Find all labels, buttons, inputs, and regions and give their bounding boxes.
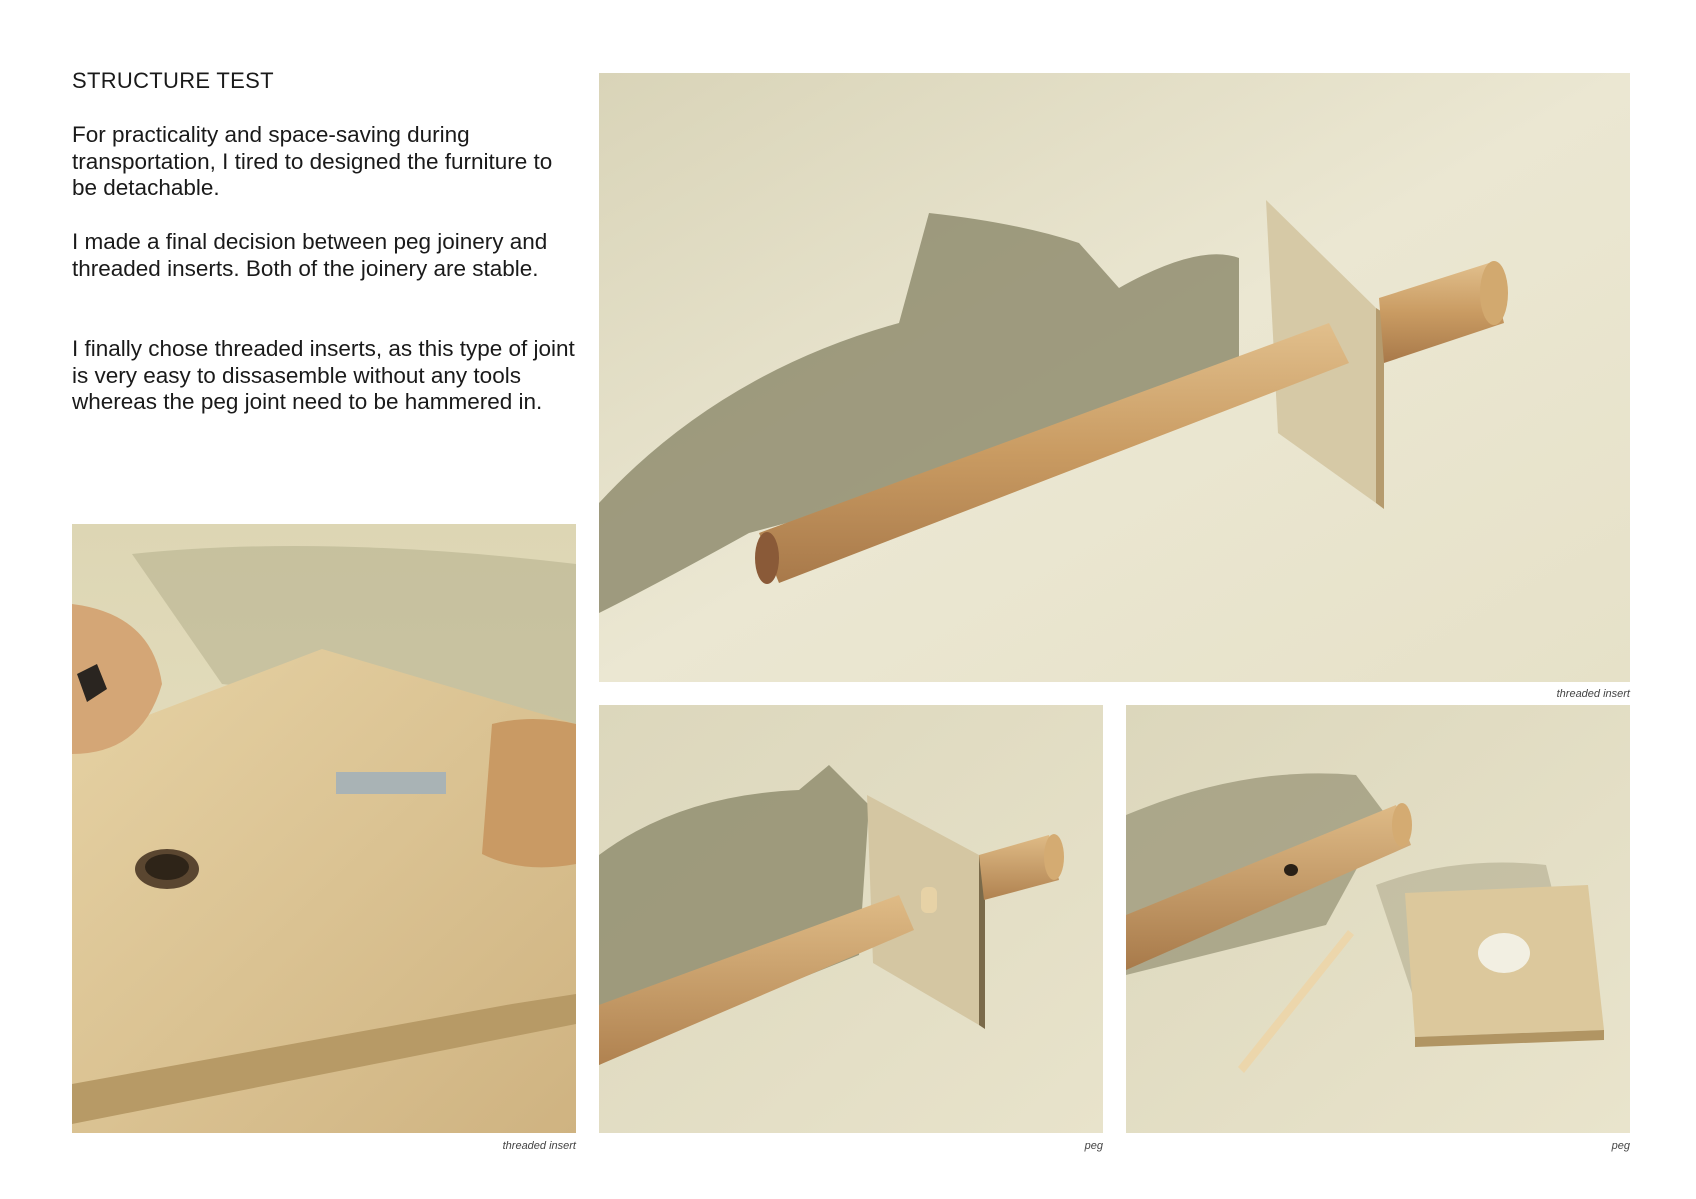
caption-right-photo: peg	[1611, 1140, 1630, 1152]
caption-middle-photo: peg	[1084, 1140, 1103, 1152]
photo-peg-assembly	[599, 705, 1103, 1133]
photo-threaded-insert-closeup	[72, 524, 576, 1133]
caption-left-photo: threaded insert	[502, 1140, 576, 1152]
photo-peg-parts	[1126, 705, 1630, 1133]
peg-parts-illustration	[1126, 705, 1630, 1133]
conclusion-paragraph: I finally chose threaded inserts, as this type of joint is very easy to dissasemble without any tools whereas the peg joint need to be hammered in.	[72, 336, 575, 414]
intro-paragraph: For practicality and space-saving during transportation, I tired to designed the furniture to be detachable.	[72, 122, 553, 200]
caption-large-photo: threaded insert	[1556, 688, 1630, 700]
photo-threaded-insert-assembly	[599, 73, 1630, 682]
threaded-insert-illustration	[72, 524, 576, 1133]
dowel-plate-illustration	[599, 73, 1630, 682]
decision-paragraph: I made a final decision between peg joinery and threaded inserts. Both of the joinery are stable.	[72, 229, 548, 281]
peg-assembly-illustration	[599, 705, 1103, 1133]
page-title: STRUCTURE TEST	[72, 68, 274, 93]
